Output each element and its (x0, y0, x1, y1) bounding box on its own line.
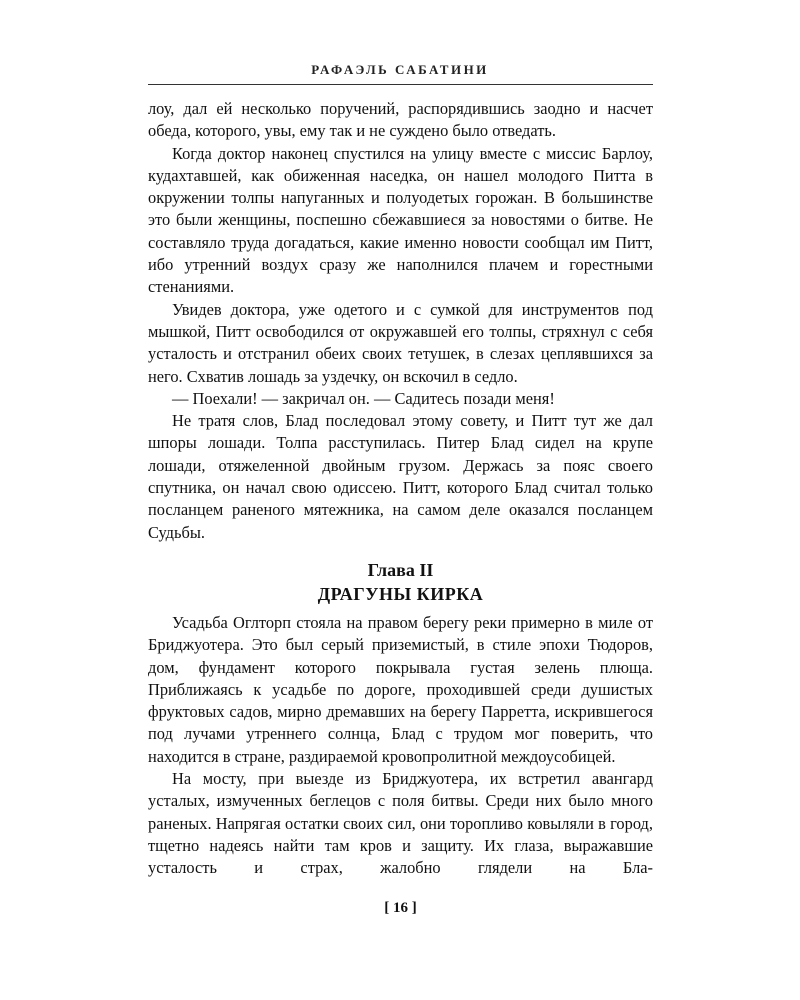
running-head: РАФАЭЛЬ САБАТИНИ (311, 62, 489, 77)
paragraph: Не тратя слов, Блад последовал этому совету, и Питт тут же дал шпоры лошади. Толпа расступилась. Питер Блад сидел на крупе лошади, отяжеленной двойным грузом. Держась за пояс своего спутника, он начал свою одиссею. Питт, которого Блад считал только посланцем раненого мятежника, на самом деле оказался посланцем Судьбы. (148, 411, 653, 542)
text-block-before-chapter (148, 98, 653, 544)
text-block-after-chapter (148, 612, 653, 880)
paragraph: На мосту, при выезде из Бриджуотера, их встретил авангард усталых, измученных беглецов с поля битвы. Среди них было много раненых. Напрягая остатки своих сил, они торопливо ковыляли в город, тщетно надеясь найти там кров и защиту. Их глаза, выражавшие усталость и страх, жалобно глядели на Бла- (148, 769, 653, 878)
paragraph: Усадьба Оглторп стояла на правом берегу реки примерно в миле от Бриджуотера. Это был серый приземистый, в стиле эпохи Тюдоров, дом, фундамент которого покрывала густая зелень плюща. Приближаясь к усадьбе по дороге, проходившей среди душистых фруктовых садов, мирно дремавших на берегу Парретта, искрившегося под лучами утреннего солнца, Блад с трудом мог поверить, что находится в стране, раздираемой кровопролитной междоусобицей. (148, 613, 653, 766)
paragraph: лоу, дал ей несколько поручений, распорядившись заодно и насчет обеда, которого, увы, ему так и не суждено было отведать. (148, 99, 653, 141)
chapter-title: ДРАГУНЫ КИРКА (317, 584, 484, 604)
chapter-number: Глава II (367, 560, 434, 580)
page-number: [ 16 ] (384, 900, 417, 916)
dialogue-line: — Поехали! — закричал он. — Садитесь позади меня! (172, 388, 555, 408)
header-rule (148, 84, 653, 85)
paragraph: Увидев доктора, уже одетого и с сумкой для инструментов под мышкой, Питт освободился от окружавшей его толпы, стряхнул с себя усталость и отстранил обеих своих тетушек, в слезах цеплявшихся за него. Схватив лошадь за уздечку, он вскочил в седло. (148, 299, 653, 386)
paragraph: Когда доктор наконец спустился на улицу вместе с миссис Барлоу, кудахтавшей, как обиженная наседка, он нашел молодого Питта в окружении толпы напуганных и полуодетых горожан. В большинстве это были женщины, поспешно сбежавшиеся за новостями о битве. Не составляло труда догадаться, какие именно новости сообщал им Питт, ибо утренний воздух сразу же наполнился плачем и горестными стенаниями. (148, 143, 653, 297)
